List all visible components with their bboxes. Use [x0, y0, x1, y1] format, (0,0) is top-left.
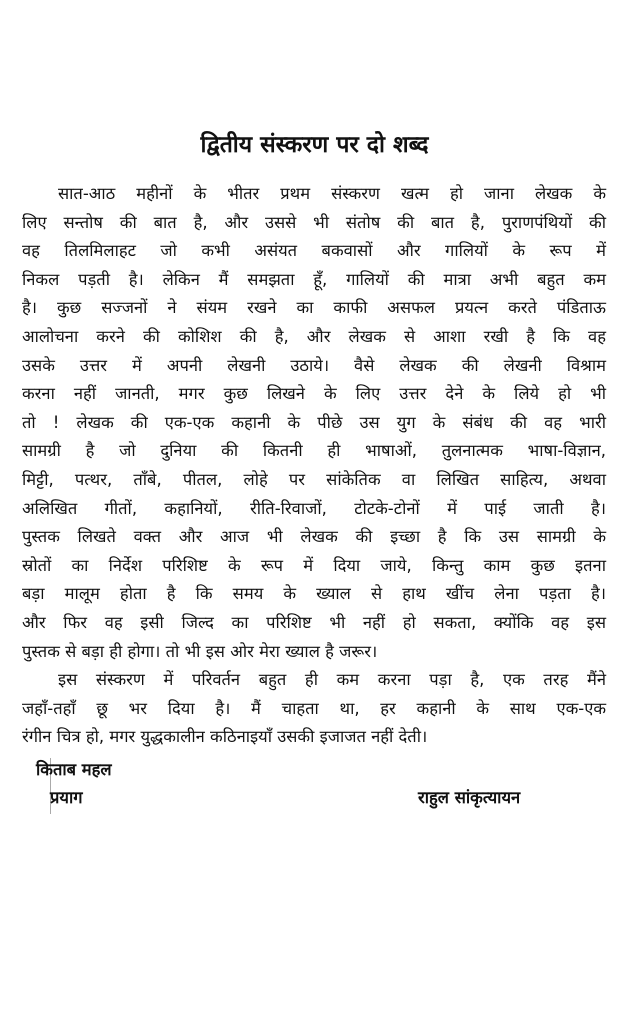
page-title: द्वितीय संस्करण पर दो शब्द	[200, 132, 429, 158]
text-line: करना नहीं जानती, मगर कुछ लिखने के लिए उत्तर देने के लिये हो भी	[22, 384, 606, 404]
text-line: पुस्तक लिखते वक्त और आज भी लेखक की इच्छा है कि उस सामग्री के	[22, 527, 606, 547]
text-line: मिट्टी, पत्थर, ताँबे, पीतल, लोहे पर सांकेतिक वा लिखित साहित्य, अथवा	[22, 469, 606, 489]
text-line: पुस्तक से बड़ा ही होगा। तो भी इस ओर मेरा ख्याल है जरूर।	[22, 641, 378, 661]
publisher-name: किताब महल	[36, 760, 112, 779]
paragraph-2	[22, 666, 606, 752]
author-signature: राहुल सांकृत्यायन	[418, 788, 521, 807]
text-line: वह तिलमिलाहट जो कभी असंयत बकवासों और गालियों के रूप में	[22, 241, 606, 261]
text-line: इस संस्करण में परिवर्तन बहुत ही कम करना पड़ा है, एक तरह मैंने	[58, 670, 606, 690]
text-line: स्रोतों का निर्देश परिशिष्ट के रूप में दिया जाये, किन्तु काम कुछ इतना	[22, 555, 606, 575]
text-line: सात-आठ महीनों के भीतर प्रथम संस्करण खत्म हो जाना लेखक के	[58, 184, 606, 203]
text-line: और फिर वह इसी जिल्द का परिशिष्ट भी नहीं हो सकता, क्योंकि वह इस	[22, 612, 606, 632]
text-line: उसके उत्तर में अपनी लेखनी उठाये। वैसे लेखक की लेखनी विश्राम	[22, 355, 606, 375]
text-line: निकल पड़ती है। लेकिन मैं समझता हूँ, गालियों की मात्रा अभी बहुत कम	[22, 269, 606, 289]
paragraph-1	[22, 180, 606, 666]
text-line: लिए सन्तोष की बात है, और उससे भी संतोष की बात है, पुराणपंथियों की	[22, 212, 606, 232]
text-line: रंगीन चित्र हो, मगर युद्धकालीन कठिनाइयाँ उसकी इजाजत नहीं देती।	[22, 727, 428, 747]
text-line: अलिखित गीतों, कहानियों, रीति-रिवाजों, टोटके-टोनों में पाई जाती है।	[22, 498, 606, 518]
text-line: है। कुछ सज्जनों ने संयम रखने का काफी असफल प्रयत्न करते पंडिताऊ	[22, 298, 606, 318]
preface-body	[22, 180, 606, 752]
publisher-place: प्रयाग	[50, 788, 83, 807]
text-line: तो ! लेखक की एक-एक कहानी के पीछे उस युग के संबंध की वह भारी	[22, 412, 606, 432]
text-line: आलोचना करने की कोशिश की है, और लेखक से आशा रखी है कि वह	[22, 326, 606, 346]
text-line: जहाँ-तहाँ छू भर दिया है। मैं चाहता था, हर कहानी के साथ एक-एक	[22, 698, 606, 718]
text-line: सामग्री है जो दुनिया की कितनी ही भाषाओं, तुलनात्मक भाषा-विज्ञान,	[22, 441, 606, 461]
text-line: बड़ा मालूम होता है कि समय के ख्याल से हाथ खींच लेना पड़ता है।	[22, 584, 606, 604]
